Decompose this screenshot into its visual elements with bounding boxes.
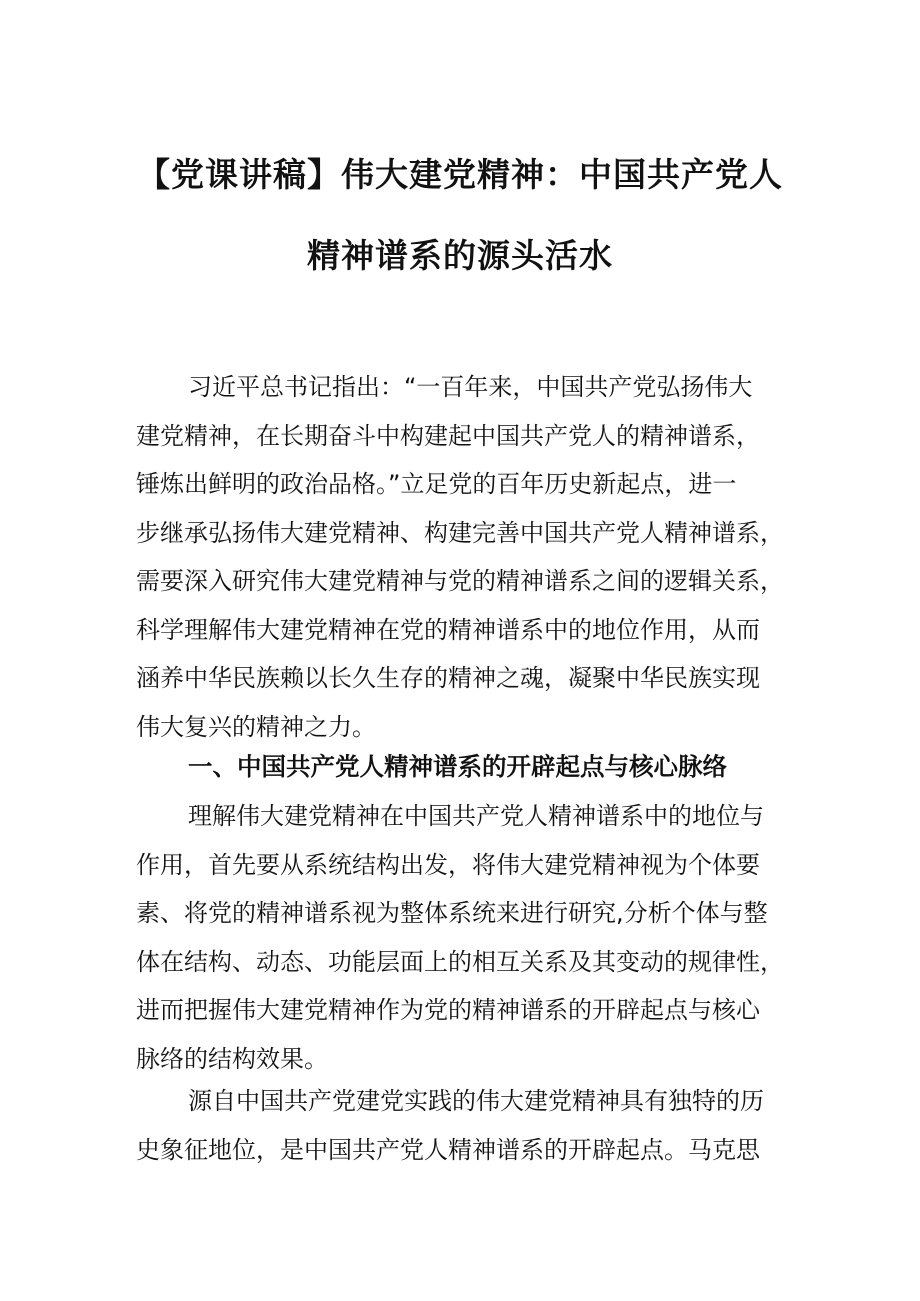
- paragraph-line: 素、将党的精神谱系视为整体系统来进行研究,分析个体与整: [136, 899, 768, 927]
- paragraph-line: 进而把握伟大建党精神作为党的精神谱系的开辟起点与核心: [136, 996, 760, 1024]
- paragraph-line: 脉络的结构效果。: [136, 1044, 328, 1073]
- paragraph-line: 体在结构、动态、功能层面上的相互关系及其变动的规律性，: [136, 947, 784, 976]
- paragraph-line: 习近平总书记指出：“一百年来，中国共产党弘扬伟大: [188, 373, 753, 401]
- paragraph-line: 科学理解伟大建党精神在党的精神谱系中的地位作用，从而: [136, 615, 760, 644]
- paragraph-line: 作用，首先要从系统结构出发，将伟大建党精神视为个体要: [136, 850, 760, 879]
- paragraph-line: 伟大复兴的精神之力。: [136, 712, 376, 741]
- section-heading: 一、中国共产党人精神谱系的开辟起点与核心脉络: [188, 752, 727, 781]
- paragraph-line: 史象征地位，是中国共产党人精神谱系的开辟起点。马克思: [136, 1135, 760, 1164]
- paragraph-line: 需要深入研究伟大建党精神与党的精神谱系之间的逻辑关系，: [136, 567, 784, 595]
- intro-paragraph: [136, 363, 796, 751]
- paragraph-line: 理解伟大建党精神在中国共产党人精神谱系中的地位与: [188, 802, 764, 830]
- document-title-line-1: 【党课讲稿】伟大建党精神：中国共产党人: [137, 155, 783, 194]
- paragraph-line: 涵养中华民族赖以长久生存的精神之魂，凝聚中华民族实现: [136, 664, 760, 692]
- paragraph-line: 步继承弘扬伟大建党精神、构建完善中国共产党人精神谱系，: [136, 518, 784, 547]
- paragraph-line: 锤炼出鲜明的政治品格。”立足党的百年历史新起点，进一: [136, 470, 737, 498]
- document-title-line-2: 精神谱系的源头活水: [307, 236, 613, 275]
- section-paragraph-1: [136, 792, 796, 1083]
- section-paragraph-2: [136, 1077, 796, 1174]
- paragraph-line: 建党精神，在长期奋斗中构建起中国共产党人的精神谱系，: [136, 421, 760, 450]
- paragraph-line: 源自中国共产党建党实践的伟大建党精神具有独特的历: [188, 1087, 764, 1115]
